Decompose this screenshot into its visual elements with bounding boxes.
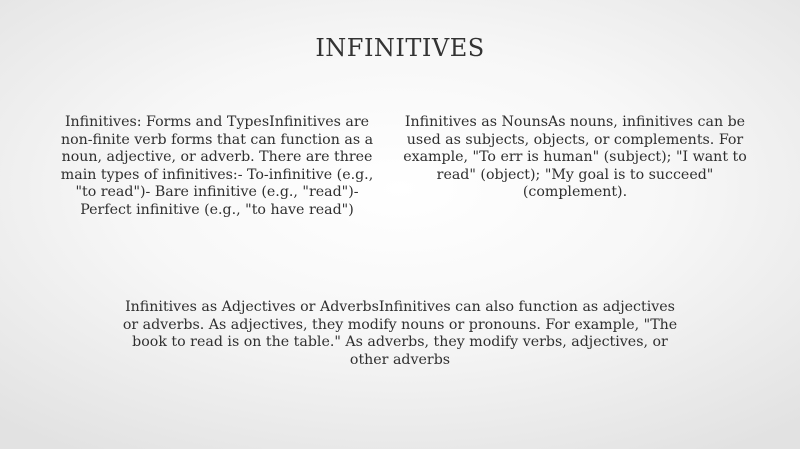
adjectives-adverbs-text: Infinitives as Adjectives or AdverbsInfinitives can also function as adjectives or adverbs. As adjectives, they modify nouns or pronouns. For example, "The book to read is on the table." As adverbs, they modify verbs, adjectives, or other adverbs (122, 299, 678, 368)
forms-and-types-text: Infinitives: Forms and TypesInfinitives are non-finite verb forms that can function as a noun, adjective, or adverb. There are three main types of infinitives:- To-infinitive (e.g., "to read")- Bare infinitive (e.g., "read")- Perfect infinitive (e.g., "to have read") (60, 114, 374, 218)
slide-title: INFINITIVES (315, 34, 485, 62)
infinitives-as-nouns-text: Infinitives as NounsAs nouns, infinitives can be used as subjects, objects, or complements. For example, "To err is human" (subject); "I want to read" (object); "My goal is to succeed" (complement). (403, 114, 747, 201)
